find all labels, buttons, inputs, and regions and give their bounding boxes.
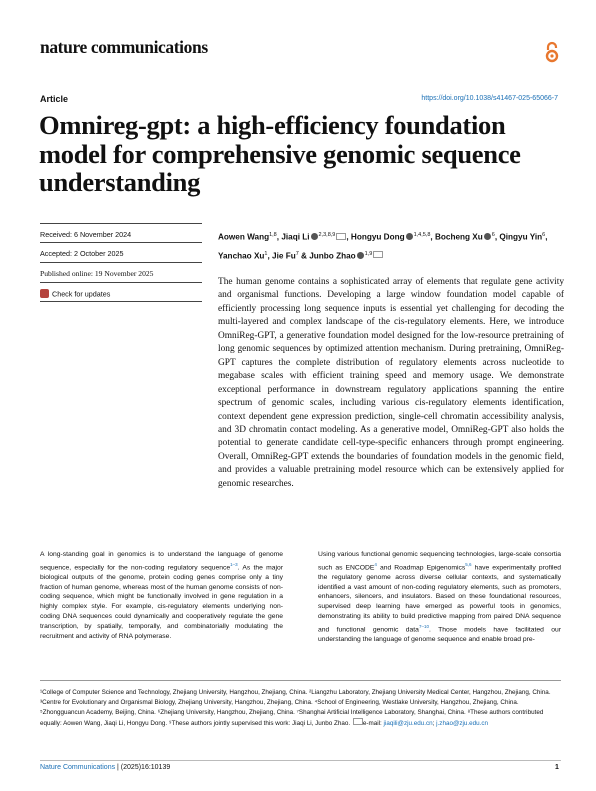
email-separator: ; (432, 720, 437, 727)
journal-name: nature communications (40, 37, 208, 57)
footer-citation (40, 764, 170, 771)
orcid-icon[interactable] (357, 252, 364, 259)
orcid-icon[interactable] (484, 233, 491, 240)
divider (40, 301, 202, 302)
body-text: have experimentally profiled the regulatory genome across diverse cellular contexts, and systematically identified a vast amount of non-coding regulatory elements, such as promoters, enhancers, silencers, and insulators. Based on these foundational resources, supervised deep learning have emerged as powerful tools in genomics, demonstrating its ability to build predictive mapping from paired DNA sequence and functional genomic data (318, 564, 561, 634)
citation-ref[interactable]: 1–3 (230, 561, 238, 567)
paper-title: Omnireg-gpt: a high-efficiency foundation model for comprehensive genomic sequence understanding (39, 110, 521, 197)
footer-journal: Nature Communications (40, 764, 116, 771)
author-affiliation-sup: 1,9 (364, 250, 373, 257)
author-list: Aowen Wang$^{1,8}$, Jiaqi Li $^{2,3,8,9}$ , Hongyu Dong $^{1,4,5,8}$, Bocheng Xu $^6$, Qingyu Yin$^6$, Yanchao Xu$^1$, Jie Fu$^7$ & Junbo Zhao $^{1,9}$ (218, 232, 548, 261)
author-affiliation-sup: 6 (542, 232, 546, 238)
author-name[interactable]: Yanchao Xu (218, 251, 265, 261)
citation-ref[interactable]: 7–10 (418, 623, 429, 629)
body-column-left (40, 550, 283, 641)
body-text: Using various functional genomic sequencing technologies, large-scale consortia such as ENCODE (318, 551, 561, 572)
divider (40, 223, 202, 224)
author-affiliation-sup: 1,8 (269, 232, 277, 238)
open-access-icon (545, 41, 559, 63)
citation-ref[interactable]: 4 (374, 561, 377, 567)
citation-ref[interactable]: 5,6 (465, 561, 472, 567)
orcid-icon[interactable] (406, 233, 413, 240)
page-number: 1 (555, 764, 559, 771)
author-name[interactable]: Jie Fu (272, 251, 296, 261)
divider (40, 242, 202, 243)
doi-link[interactable]: https://doi.org/10.1038/s41467-025-65066-7 (421, 95, 558, 102)
author-affiliation-sup: 6 (491, 232, 495, 238)
article-type: Article (40, 94, 69, 104)
divider (40, 680, 561, 681)
author-name[interactable]: Aowen Wang (218, 232, 270, 242)
affiliations (40, 688, 562, 729)
published-date: Published online: 19 November 2025 (40, 269, 154, 278)
check-updates-label: Check for updates (52, 289, 111, 299)
divider (40, 262, 202, 263)
author-affiliation-sup: 1,4,5,8 (413, 232, 431, 238)
mail-icon[interactable] (373, 251, 383, 258)
author-name[interactable]: Junbo Zhao (309, 251, 356, 261)
author-affiliation-sup: 2,3,8,9 (318, 232, 336, 238)
body-text: . Those models have facilitated our understanding the language of genome sequence and enable broad pre- (318, 626, 562, 643)
mail-icon[interactable] (336, 233, 346, 240)
check-updates-button[interactable] (40, 289, 202, 299)
author-affiliation-sup: 1 (264, 250, 268, 257)
accepted-date: Accepted: 2 October 2025 (40, 249, 124, 258)
divider (40, 760, 561, 761)
email-link[interactable]: j.zhao@zju.edu.cn (436, 720, 489, 727)
body-text: . As the major biological outputs of the genome, protein coding genes comprise only a tiny fraction of human genome, whereas most of the human genome consists of non-coding sequence, which might be functionally involved in gene regulation in a highly complex style. For example, cis-regulatory elements underlying non-coding DNA sequences could dynamically and cooperatively regulate the gene transcription, by spatially, temporally, and combinatorially modulating the recruitment and activity of RNA polymerase. (40, 564, 283, 640)
author-name[interactable]: Hongyu Dong (350, 232, 405, 242)
orcid-icon[interactable] (311, 233, 318, 240)
mail-icon (353, 718, 363, 725)
body-column-right (318, 550, 561, 645)
body-text: and Roadmap Epigenomics (376, 564, 466, 572)
divider (40, 282, 202, 283)
email-label: e-mail: (362, 720, 382, 727)
check-updates-icon (40, 289, 49, 298)
author-name[interactable]: Bocheng Xu (434, 232, 483, 242)
footer-volume: | (2025)16:10139 (117, 764, 171, 771)
author-name[interactable]: Jiaqi Li (281, 232, 310, 242)
received-date: Received: 6 November 2024 (40, 230, 132, 239)
author-affiliation-sup: 7 (295, 250, 299, 257)
email-link[interactable]: jiaqili@zju.edu.cn (383, 720, 433, 727)
abstract: The human genome contains a sophisticated array of elements that regulate gene activity and organismal functions. Developing a large window foundation model capable of efficiently processing long sequence inputs is essential yet challenging for decoding the multi-layered and complex landscape of the cis-regulatory elements. Here, we introduce OmniReg-GPT, a generative foundation model designed for the low-resource pretraining of long genomic sequences by optimized attention mechanism. During pretraining, OmniReg-GPT captures the complete distribution of regulatory elements across nucleotide to megabase scales with efficient training speed and memory usage. We demonstrate exceptional performance in downstream regulatory applications spanning the entire spectrum of genomic scales, including various cis-regulatory elements identification, context dependent gene expression prediction, single-cell chromatin accessibility analysis, and 3D chromatin contact modeling. As a generative model, OmniReg-GPT also holds the potential to generate candidate cell-type-specific enhancers through prompt engineering. Overall, OmniReg-GPT extends the boundaries of foundation models in the genomic field, and provides a valuable pretraining model resource which can be extensively applied for genomic researches. (218, 277, 564, 489)
author-name[interactable]: Qingyu Yin (499, 232, 543, 242)
affiliations-text: ¹College of Computer Science and Technology, Zhejiang University, Hangzhou, Zhejiang, China. ²Liangzhu Laboratory, Zhejiang University Medical Center, Hangzhou, Zhejiang, China. ³Centre for Evolutionary and Organismal Biology, Zhejiang University, Hangzhou, Zhejiang, China. ⁴School of Engineering, Westlake University, Hangzhou, Zhejiang, China. ⁵Zhongguancun Academy, Beijing, China. ⁶Zhejiang University, Hangzhou, Zhejiang, China. ⁷Shanghai Artificial Intelligence Laboratory, Shanghai, China. ⁸These authors contributed equally: Aowen Wang, Jiaqi Li, Hongyu Dong. ⁹These authors jointly supervised this work: Jiaqi Li, Junbo Zhao. (40, 689, 551, 727)
body-text: A long-standing goal in genomics is to understand the language of genome sequence, especially for the non-coding regulatory sequence (40, 551, 283, 572)
